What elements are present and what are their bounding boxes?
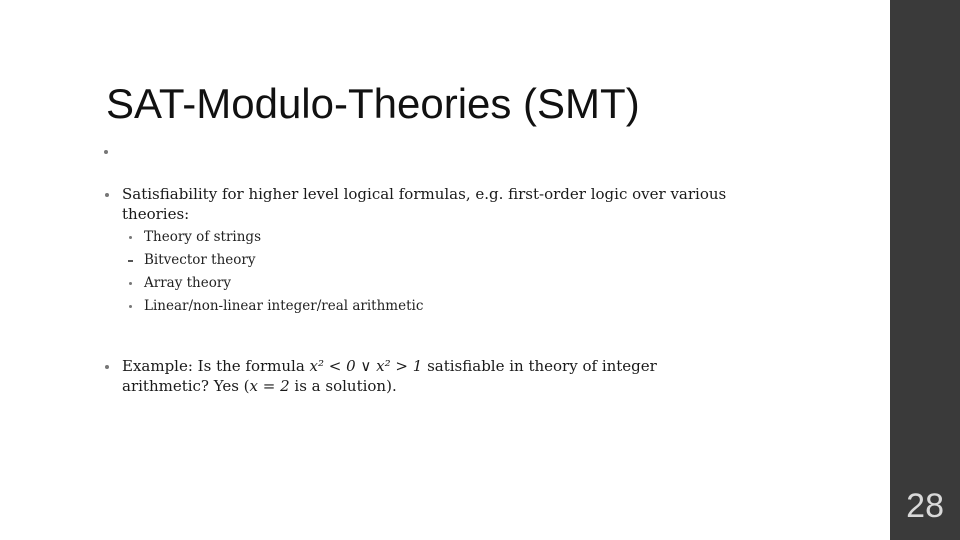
page-number: 28 [906, 487, 944, 525]
sub-bullet-icon [129, 282, 132, 285]
dash-bullet-icon [128, 260, 133, 262]
bullet-example [104, 356, 744, 396]
slide-title: SAT-Modulo-Theories (SMT) [106, 80, 640, 127]
list-item-label: Theory of strings [144, 229, 261, 245]
sidebar-band [890, 0, 960, 540]
list-item-label: Array theory [144, 275, 231, 291]
bullet-icon [105, 193, 109, 197]
empty-bullet-icon [104, 150, 108, 154]
list-item [122, 249, 744, 272]
example-formula: x² < 0 ∨ x² > 1 [309, 357, 423, 375]
theory-list [122, 226, 744, 318]
list-item [122, 226, 744, 249]
sub-bullet-icon [129, 305, 132, 308]
example-suffix: is a solution). [289, 377, 397, 395]
list-item [122, 295, 744, 318]
slide-content [104, 184, 744, 396]
bullet-satisfiability [104, 184, 744, 318]
list-item [122, 272, 744, 295]
bullet-text: Satisfiability for higher level logical formulas, e.g. first-order logic over various theories: [122, 185, 727, 223]
example-middle: satisfiable in theory of integer arithmetic? Yes ( [122, 357, 657, 395]
sub-bullet-icon [129, 236, 132, 239]
list-item-label: Linear/non-linear integer/real arithmetic [144, 298, 424, 314]
example-solution: x = 2 [249, 377, 290, 395]
bullet-icon [105, 365, 109, 369]
example-prefix: Example: Is the formula [122, 357, 310, 375]
list-item-label: Bitvector theory [144, 252, 256, 268]
